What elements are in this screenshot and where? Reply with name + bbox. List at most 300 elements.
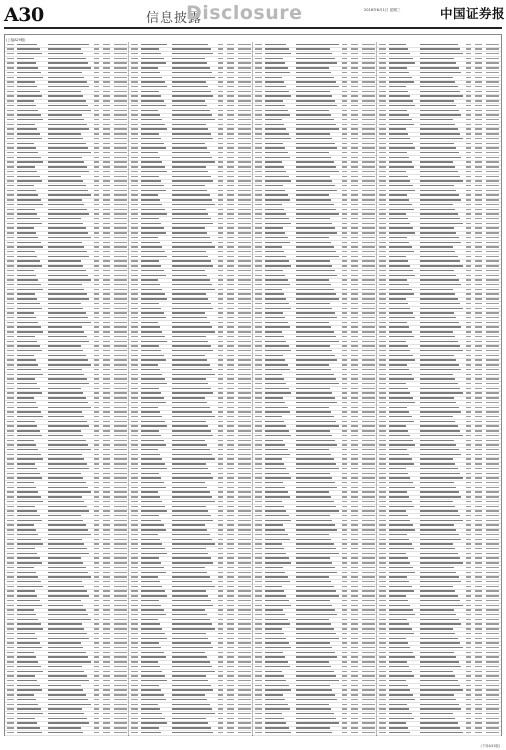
table-cell [94,623,99,624]
table-cell [94,595,99,596]
table-cell [342,477,347,478]
table-cell [141,383,167,384]
table-cell [48,416,84,417]
table-cell [475,374,482,375]
table-cell [94,633,99,634]
table-cell [351,100,358,101]
table-cell [255,463,261,464]
table-cell [218,317,223,318]
table-cell [379,388,385,389]
table-cell [475,256,482,257]
table-cell [296,383,338,384]
table-cell [466,524,471,525]
table-cell [227,194,234,195]
table-cell [296,298,338,299]
table-cell [103,572,110,573]
table-cell [94,128,99,129]
table-cell [131,53,137,54]
table-cell [296,270,334,271]
table-cell [351,487,358,488]
table-cell [7,661,13,662]
table-cell [420,143,453,144]
table-cell [172,242,212,243]
table-cell [389,425,405,426]
table-cell [475,718,482,719]
table-cell [362,397,374,398]
table-cell [255,609,261,610]
table-cell [420,114,461,115]
table-cell [131,62,137,63]
table-cell [114,609,126,610]
table-cell [255,510,261,511]
table-cell [114,661,126,662]
table-cell [486,53,498,54]
table-cell [141,48,158,49]
table-cell [172,647,213,648]
table-cell [17,293,34,294]
table-cell [296,308,332,309]
table-cell [114,303,126,304]
table-cell [17,600,39,601]
table-cell [466,44,471,45]
table-cell [7,421,13,422]
table-cell [265,694,282,695]
table-cell [475,614,482,615]
table-cell [238,364,250,365]
table-cell [172,199,212,200]
table-cell [265,468,286,469]
table-cell [389,331,411,332]
table-cell [48,539,81,540]
table-cell [296,44,338,45]
table-cell [475,449,482,450]
table-cell [420,270,453,271]
table-cell [103,407,110,408]
table-cell [486,322,498,323]
table-cell [48,128,89,129]
table-cell [172,548,205,549]
table-cell [466,110,471,111]
table-cell [379,378,385,379]
table-cell [296,539,331,540]
table-cell [227,392,234,393]
table-cell [389,628,411,629]
table-cell [389,704,406,705]
table-cell [227,539,234,540]
table-cell [379,454,385,455]
table-cell [17,567,33,568]
table-cell [238,336,250,337]
table-cell [296,454,331,455]
table-cell [131,336,137,337]
table-cell [131,501,137,502]
table-cell [131,284,137,285]
table-cell [103,152,110,153]
table-cell [486,397,498,398]
table-cell [342,435,347,436]
table-cell [227,232,234,233]
table-cell [265,557,289,558]
table-cell [7,209,13,210]
table-cell [475,444,482,445]
table-cell [17,642,39,643]
table-cell [351,732,358,733]
table-cell [265,576,287,577]
table-cell [131,270,137,271]
table-cell [362,194,374,195]
table-cell [227,265,234,266]
table-cell [172,345,210,346]
table-cell [389,506,414,507]
table-cell [475,114,482,115]
table-cell [296,609,334,610]
table-cell [131,110,137,111]
table-cell [466,128,471,129]
table-cell [389,557,408,558]
table-cell [255,727,261,728]
table-cell [227,53,234,54]
table-cell [103,539,110,540]
table-cell [475,633,482,634]
table-cell [265,270,282,271]
table-cell [362,326,374,327]
table-cell [351,138,358,139]
table-cell [389,86,405,87]
table-cell [141,279,157,280]
table-cell [48,161,84,162]
table-cell [238,180,250,181]
table-cell [389,138,410,139]
table-cell [475,44,482,45]
table-cell [7,143,13,144]
table-cell [141,308,161,309]
table-cell [227,326,234,327]
table-cell [17,152,38,153]
table-cell [7,430,13,431]
table-cell [466,312,471,313]
table-cell [351,185,358,186]
table-cell [379,619,385,620]
table-cell [389,161,411,162]
table-cell [362,487,374,488]
table-cell [420,652,453,653]
table-cell [486,487,498,488]
table-cell [486,605,498,606]
table-cell [94,95,99,96]
table-cell [475,161,482,162]
table-cell [94,265,99,266]
table-cell [172,185,204,186]
table-cell [218,708,223,709]
table-cell [389,176,408,177]
table-cell [48,147,88,148]
table-cell [238,548,250,549]
table-cell [362,529,374,530]
table-cell [296,152,328,153]
table-cell [255,392,261,393]
table-cell [238,595,250,596]
table-cell [7,242,13,243]
table-cell [114,732,126,733]
table-cell [131,190,137,191]
table-cell [131,680,137,681]
table-cell [218,369,223,370]
table-cell [238,67,250,68]
table-cell [342,689,347,690]
table-cell [475,685,482,686]
table-cell [475,520,482,521]
table-cell [486,704,498,705]
table-cell [94,572,99,573]
table-cell [379,246,385,247]
table-cell [103,562,110,563]
table-cell [389,501,411,502]
table-cell [389,473,408,474]
table-cell [362,143,374,144]
table-cell [172,590,205,591]
table-cell [131,699,137,700]
table-cell [342,190,347,191]
table-cell [48,482,85,483]
table-cell [466,647,471,648]
table-cell [17,298,37,299]
table-cell [475,100,482,101]
table-cell [227,572,234,573]
table-cell [255,581,261,582]
table-cell [103,392,110,393]
table-cell [389,407,406,408]
table-cell [7,567,13,568]
table-cell [131,67,137,68]
table-cell [94,562,99,563]
table-cell [296,524,334,525]
table-cell [265,477,291,478]
table-cell [103,680,110,681]
table-cell [7,147,13,148]
table-cell [131,157,137,158]
table-cell [227,638,234,639]
table-cell [296,487,337,488]
table-cell [342,539,347,540]
table-cell [114,666,126,667]
table-cell [475,62,482,63]
table-cell [420,454,461,455]
table-cell [389,553,405,554]
table-cell [379,402,385,403]
table-cell [94,364,99,365]
table-cell [131,374,137,375]
table-cell [94,557,99,558]
table-cell [17,633,34,634]
table-cell [486,562,498,563]
table-cell [342,388,347,389]
table-cell [131,506,137,507]
table-cell [172,671,214,672]
table-cell [420,647,462,648]
table-cell [389,581,409,582]
table-cell [420,227,453,228]
table-cell [466,666,471,667]
table-cell [218,614,223,615]
table-cell [172,48,210,49]
table-cell [475,81,482,82]
table-cell [141,53,161,54]
table-cell [227,124,234,125]
table-cell [255,336,261,337]
table-cell [351,62,358,63]
table-cell [296,444,337,445]
table-cell [255,232,261,233]
table-cell [342,458,347,459]
table-cell [466,685,471,686]
table-cell [94,581,99,582]
table-cell [94,487,99,488]
table-cell [486,402,498,403]
table-cell [94,383,99,384]
table-cell [48,642,80,643]
table-cell [17,204,43,205]
table-cell [227,576,234,577]
table-cell [362,91,374,92]
table-cell [379,600,385,601]
table-cell [362,463,374,464]
table-cell [17,213,37,214]
table-cell [131,171,137,172]
table-cell [265,298,286,299]
table-cell [238,114,250,115]
table-cell [389,227,413,228]
table-cell [362,576,374,577]
table-cell [420,279,458,280]
table-cell [238,524,250,525]
table-cell [265,67,287,68]
table-cell [420,623,461,624]
table-cell [466,411,471,412]
table-cell [255,185,261,186]
table-cell [296,576,328,577]
table-cell [255,369,261,370]
table-cell [420,209,455,210]
table-cell [48,458,84,459]
table-cell [131,308,137,309]
table-cell [7,378,13,379]
table-cell [389,289,411,290]
table-cell [48,242,81,243]
table-cell [379,685,385,686]
table-cell [351,223,358,224]
table-cell [218,534,223,535]
table-cell [131,194,137,195]
table-cell [172,213,208,214]
table-cell [379,458,385,459]
table-row [5,730,128,736]
table-cell [227,463,234,464]
table-cell [420,614,456,615]
table-cell [103,614,110,615]
table-cell [94,279,99,280]
table-cell [342,265,347,266]
table-cell [255,194,261,195]
table-cell [172,524,204,525]
table-cell [362,435,374,436]
table-cell [48,227,85,228]
table-cell [103,628,110,629]
table-cell [7,694,13,695]
table-cell [114,256,126,257]
table-cell [342,586,347,587]
table-cell [103,671,110,672]
table-cell [114,143,126,144]
table-cell [389,402,415,403]
table-cell [94,600,99,601]
table-cell [362,449,374,450]
table-cell [466,689,471,690]
table-cell [389,237,406,238]
table-cell [296,317,337,318]
table-cell [486,128,498,129]
table-cell [227,72,234,73]
table-cell [389,397,413,398]
table-cell [362,48,374,49]
table-cell [7,680,13,681]
table-cell [486,152,498,153]
table-cell [389,529,415,530]
table-cell [389,515,408,516]
table-cell [486,185,498,186]
table-cell [94,449,99,450]
table-cell [466,468,471,469]
table-cell [362,336,374,337]
table-cell [114,157,126,158]
table-cell [362,303,374,304]
table-cell [17,557,39,558]
table-cell [420,642,460,643]
table-cell [420,199,461,200]
table-cell [227,666,234,667]
table-cell [114,166,126,167]
table-cell [486,553,498,554]
table-cell [486,515,498,516]
table-cell [141,605,161,606]
table-cell [389,147,415,148]
table-cell [420,105,456,106]
table-cell [351,322,358,323]
table-cell [48,166,86,167]
table-cell [17,128,37,129]
table-cell [351,312,358,313]
table-cell [420,275,456,276]
table-cell [389,44,405,45]
table-cell [48,251,86,252]
table-cell [172,633,205,634]
table-cell [17,713,43,714]
table-cell [131,133,137,134]
table-cell [17,685,39,686]
table-cell [238,293,250,294]
table-cell [420,722,457,723]
table-cell [218,62,223,63]
table-cell [48,355,85,356]
table-cell [94,619,99,620]
table-cell [94,133,99,134]
table-cell [172,218,210,219]
table-cell [7,605,13,606]
table-cell [7,458,13,459]
table-cell [114,237,126,238]
table-cell [227,81,234,82]
table-cell [466,534,471,535]
table-cell [342,628,347,629]
